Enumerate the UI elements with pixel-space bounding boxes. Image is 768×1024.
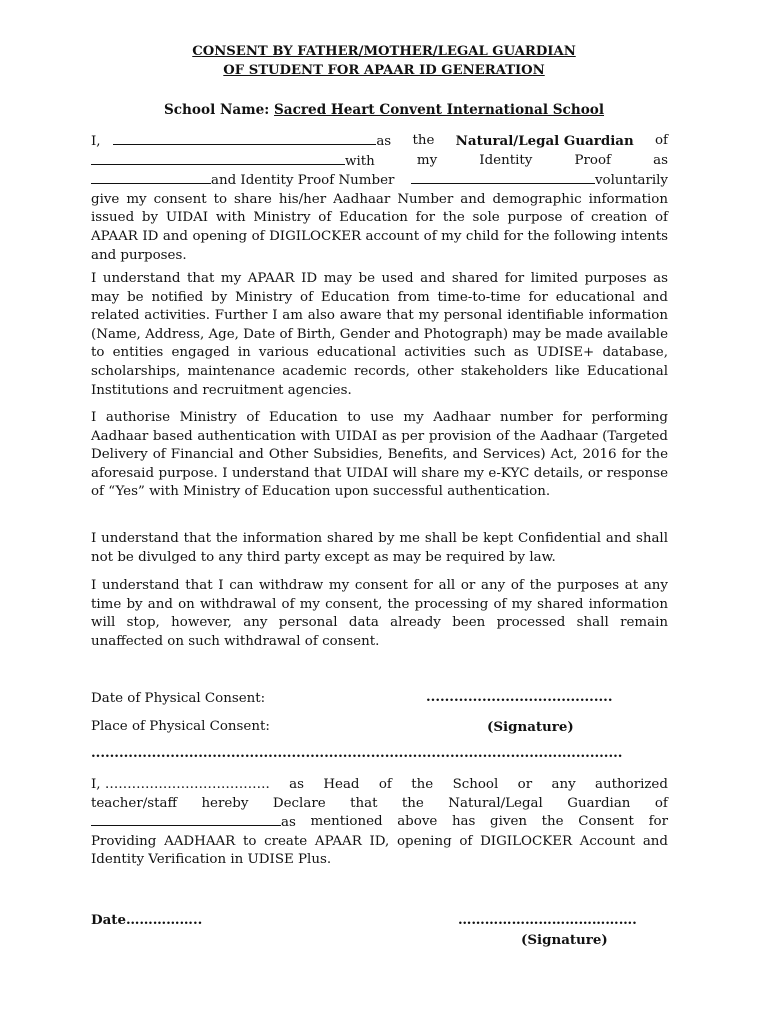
word: of (378, 777, 392, 792)
word: Natural/Legal (448, 795, 543, 811)
text-of: of (654, 133, 668, 148)
section-separator: .................................................................................................................. (91, 745, 623, 761)
text-proof: Proof (574, 152, 611, 168)
word: that (350, 795, 378, 811)
text-i: I, (91, 134, 101, 149)
word: the (401, 795, 424, 811)
withdrawal-paragraph: I understand that I can withdraw my consent for all or any of the purposes at any time by and on withdrawal of my consent, the processing of my shared information will stop, however, any personal data already been processed shall remain unaffected on such withdrawal of consent. (91, 578, 668, 649)
text-with: with (345, 153, 375, 169)
guardian-name-blank-2[interactable] (91, 813, 281, 826)
word: the (541, 814, 564, 830)
word: mentioned (310, 814, 383, 830)
consent-paragraph-rest: give my consent to share his/her Aadhaar Number and demographic information issued by UIDAI with Ministry of Education for the sole purpose of creation of APAAR ID and opening of DIGILOCKER account of my child for the following intents and purposes. (91, 191, 668, 263)
word: above (397, 814, 438, 830)
text-the: the (412, 133, 435, 148)
word: has (451, 814, 476, 830)
declaration-line-3 (91, 813, 668, 833)
form-title-line-1: CONSENT BY FATHER/MOTHER/LEGAL GUARDIAN (192, 44, 576, 59)
text-as: as (376, 134, 392, 149)
date-of-physical-consent-label: Date of Physical Consent: (91, 691, 266, 706)
word: hereby (201, 795, 249, 811)
text-identity: Identity (479, 152, 533, 168)
text-natural-legal-guardian: Natural/Legal Guardian (455, 133, 634, 149)
head-signature-label: (Signature) (521, 932, 608, 948)
school-name-line (0, 101, 768, 119)
word: as (289, 777, 304, 792)
word: for (648, 814, 668, 830)
guardian-signature-label: (Signature) (487, 719, 574, 735)
school-name-value: Sacred Heart Convent International School (273, 102, 605, 118)
word: authorized (595, 777, 668, 792)
school-declaration-paragraph (91, 776, 668, 870)
text-i: I, (91, 777, 101, 792)
text-voluntarily: voluntarily (594, 173, 668, 189)
word: of (654, 795, 668, 811)
word: Consent (578, 814, 634, 830)
identity-proof-number-blank[interactable] (411, 171, 595, 184)
declaration-line-4: Providing AADHAAR to create APAAR ID, opening of DIGILOCKER Account and Identity Verification in UDISE Plus. (91, 833, 668, 868)
form-title-line-2: OF STUDENT FOR APAAR ID GENERATION (223, 63, 545, 78)
head-signature-line[interactable]: …………………………………. (458, 912, 637, 928)
text-identity-proof-number: and Identity Proof Number (211, 173, 395, 189)
guardian-consent-paragraph (91, 132, 668, 265)
confidentiality-paragraph: I understand that the information shared by me shall be kept Confidential and shall not be divulged to any third party except as may be required by law. (91, 531, 668, 565)
guardian-signature-line[interactable]: ........................................ (426, 689, 613, 705)
word: the (411, 777, 434, 792)
student-name-blank[interactable] (91, 152, 345, 165)
identity-proof-type-blank[interactable] (91, 171, 211, 184)
word: Declare (272, 795, 326, 811)
declaration-line-1 (91, 776, 668, 795)
word: Head (323, 777, 360, 792)
school-name-label: School Name: (163, 102, 270, 118)
aadhaar-authentication-paragraph: I authorise Ministry of Education to use my Aadhaar number for performing Aadhaar based authentication with UIDAI as per provision of the Aadhaar (Targeted Delivery of Financial and Other Subsidies, Benefits, and Services) Act, 2016 for the aforesaid purpose. I understand that UIDAI will share my e-KYC details, or response of “Yes” with Ministry of Education upon successful authentication. (91, 410, 668, 500)
text-my: my (416, 152, 438, 168)
word: or (517, 777, 533, 792)
head-name-blank[interactable]: ………………………………. (104, 777, 270, 792)
guardian-name-blank[interactable] (113, 132, 376, 145)
word: Guardian (567, 795, 631, 811)
word: given (490, 814, 528, 830)
footer-date-field[interactable]: Date…………….. (91, 912, 203, 928)
word: teacher/staff (91, 795, 177, 811)
word: as (281, 815, 296, 831)
word: any (551, 777, 576, 792)
declaration-line-2 (91, 795, 668, 814)
text-as-2: as (653, 152, 668, 168)
place-of-physical-consent-label: Place of Physical Consent: (91, 719, 270, 734)
apaar-usage-paragraph: I understand that my APAAR ID may be used and shared for limited purposes as may be notified by Ministry of Education from time-to-time for educational and related activities. Further I am also aware that my personal identifiable information (Name, Address, Age, Date of Birth, Gender and Photograph) may be made available to entities engaged in various educational activities such as UDISE+ database, scholarships, maintenance academic records, other stakeholders like Educational Institutions and recruitment agencies. (91, 271, 668, 398)
word: School (452, 777, 499, 792)
